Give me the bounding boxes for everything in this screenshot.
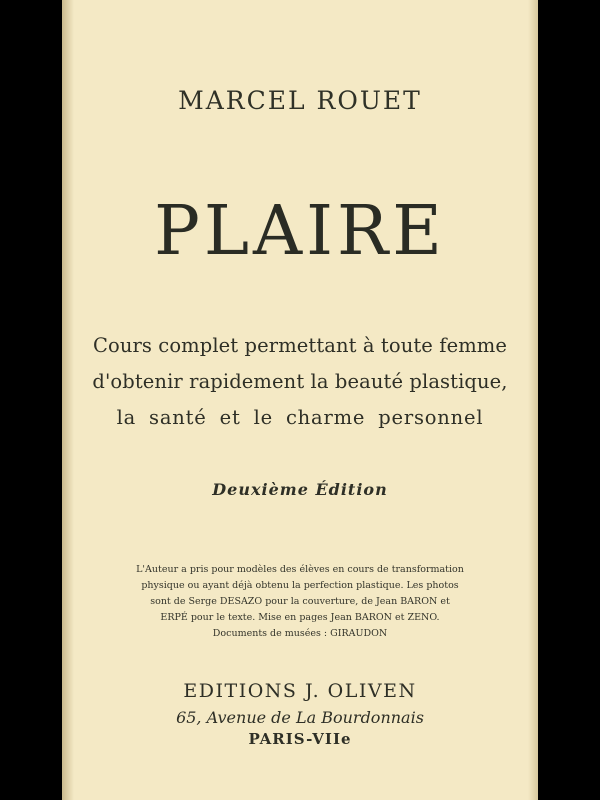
- edition-label: Deuxième Édition: [212, 480, 388, 499]
- book-title: PLAIRE: [154, 192, 446, 271]
- publisher-address: 65, Avenue de La Bourdonnais: [176, 708, 424, 727]
- credits-line-3: sont de Serge DESAZO pour la couverture, de Jean BARON et: [150, 596, 450, 607]
- credits-line-1: L'Auteur a pris pour modèles des élèves en cours de transformation: [136, 564, 464, 575]
- author-name: MARCEL ROUET: [178, 86, 422, 115]
- subtitle-line-1: Cours complet permettant à toute femme: [92, 334, 508, 357]
- publisher-name: EDITIONS J. OLIVEN: [183, 680, 417, 702]
- credits-line-4: ERPÉ pour le texte. Mise en pages Jean BARON et ZENO.: [160, 612, 440, 623]
- subtitle-line-2: d'obtenir rapidement la beauté plastique,: [92, 370, 508, 393]
- credits-line-2: physique ou ayant déjà obtenu la perfection plastique. Les photos: [141, 580, 459, 591]
- subtitle-line-3: la santé et le charme personnel: [116, 406, 484, 429]
- credits-line-5: Documents de musées : GIRAUDON: [212, 628, 388, 639]
- publisher-city: PARIS-VIIe: [248, 730, 352, 748]
- title-page: [62, 0, 538, 800]
